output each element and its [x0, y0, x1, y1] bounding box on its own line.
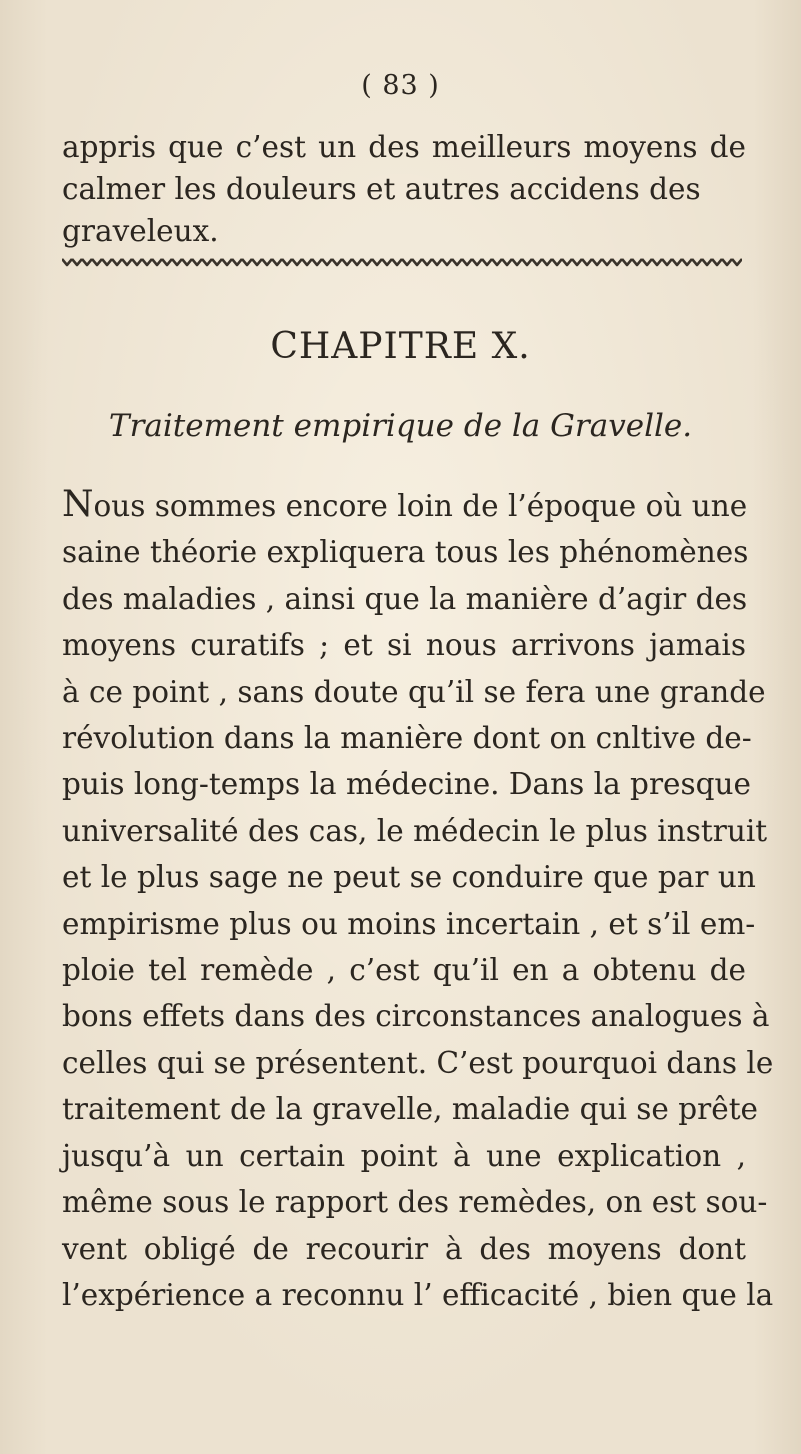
paragraph-line: ploie tel remède , c’est qu’il en a obtenu de: [62, 953, 746, 988]
paragraph-line: et le plus sage ne peut se conduire que par un: [62, 860, 756, 895]
paragraph-line: universalité des cas, le médecin le plus instruit: [62, 813, 768, 848]
intro-line: appris que c’est un des meilleurs moyens de: [62, 130, 746, 164]
paragraph-line: l’expérience a reconnu l’ efficacité , bien que la: [62, 1277, 774, 1312]
paragraph-line: bons effets dans des circonstances analogues à: [62, 999, 770, 1034]
paragraph-line: [62, 482, 746, 529]
divider-pattern-icon: [62, 256, 742, 268]
drop-capital: N: [62, 484, 94, 525]
paragraph-line: des maladies , ainsi que la manière d’agir des: [62, 581, 748, 616]
paragraph-line: saine théorie expliquera tous les phénomènes: [62, 535, 749, 570]
body-paragraph: [62, 482, 774, 1318]
chapter-subtitle: Traitement empirique de la Gravelle.: [108, 408, 693, 444]
paragraph-line: moyens curatifs ; et si nous arrivons jamais: [62, 628, 746, 663]
intro-line: calmer les douleurs et autres accidens des: [62, 172, 701, 206]
intro-line: graveleux.: [62, 214, 219, 248]
paragraph-line: révolution dans la manière dont on cnltive de-: [62, 721, 752, 756]
paragraph-line: traitement de la gravelle, maladie qui se prête: [62, 1092, 759, 1127]
ornamental-divider: [62, 256, 742, 268]
chapter-title: CHAPITRE X.: [270, 326, 531, 367]
paragraph-line: à ce point , sans doute qu’il se fera une grande: [62, 674, 766, 709]
paragraph-line: puis long-temps la médecine. Dans la presque: [62, 767, 751, 802]
paragraph-line: empirisme plus ou moins incertain , et s’il em-: [62, 906, 756, 941]
paragraph-line: jusqu’à un certain point à une explication ,: [62, 1138, 746, 1173]
paragraph-line-text: ous sommes encore loin de l’époque où une: [93, 489, 748, 523]
paragraph-line: même sous le rapport des remèdes, on est sou-: [62, 1185, 768, 1220]
paragraph-line: vent obligé de recourir à des moyens dont: [62, 1231, 746, 1266]
paragraph-line: celles qui se présentent. C’est pourquoi dans le: [62, 1045, 774, 1080]
page-number: ( 83 ): [361, 70, 440, 101]
intro-paragraph: [62, 126, 746, 252]
